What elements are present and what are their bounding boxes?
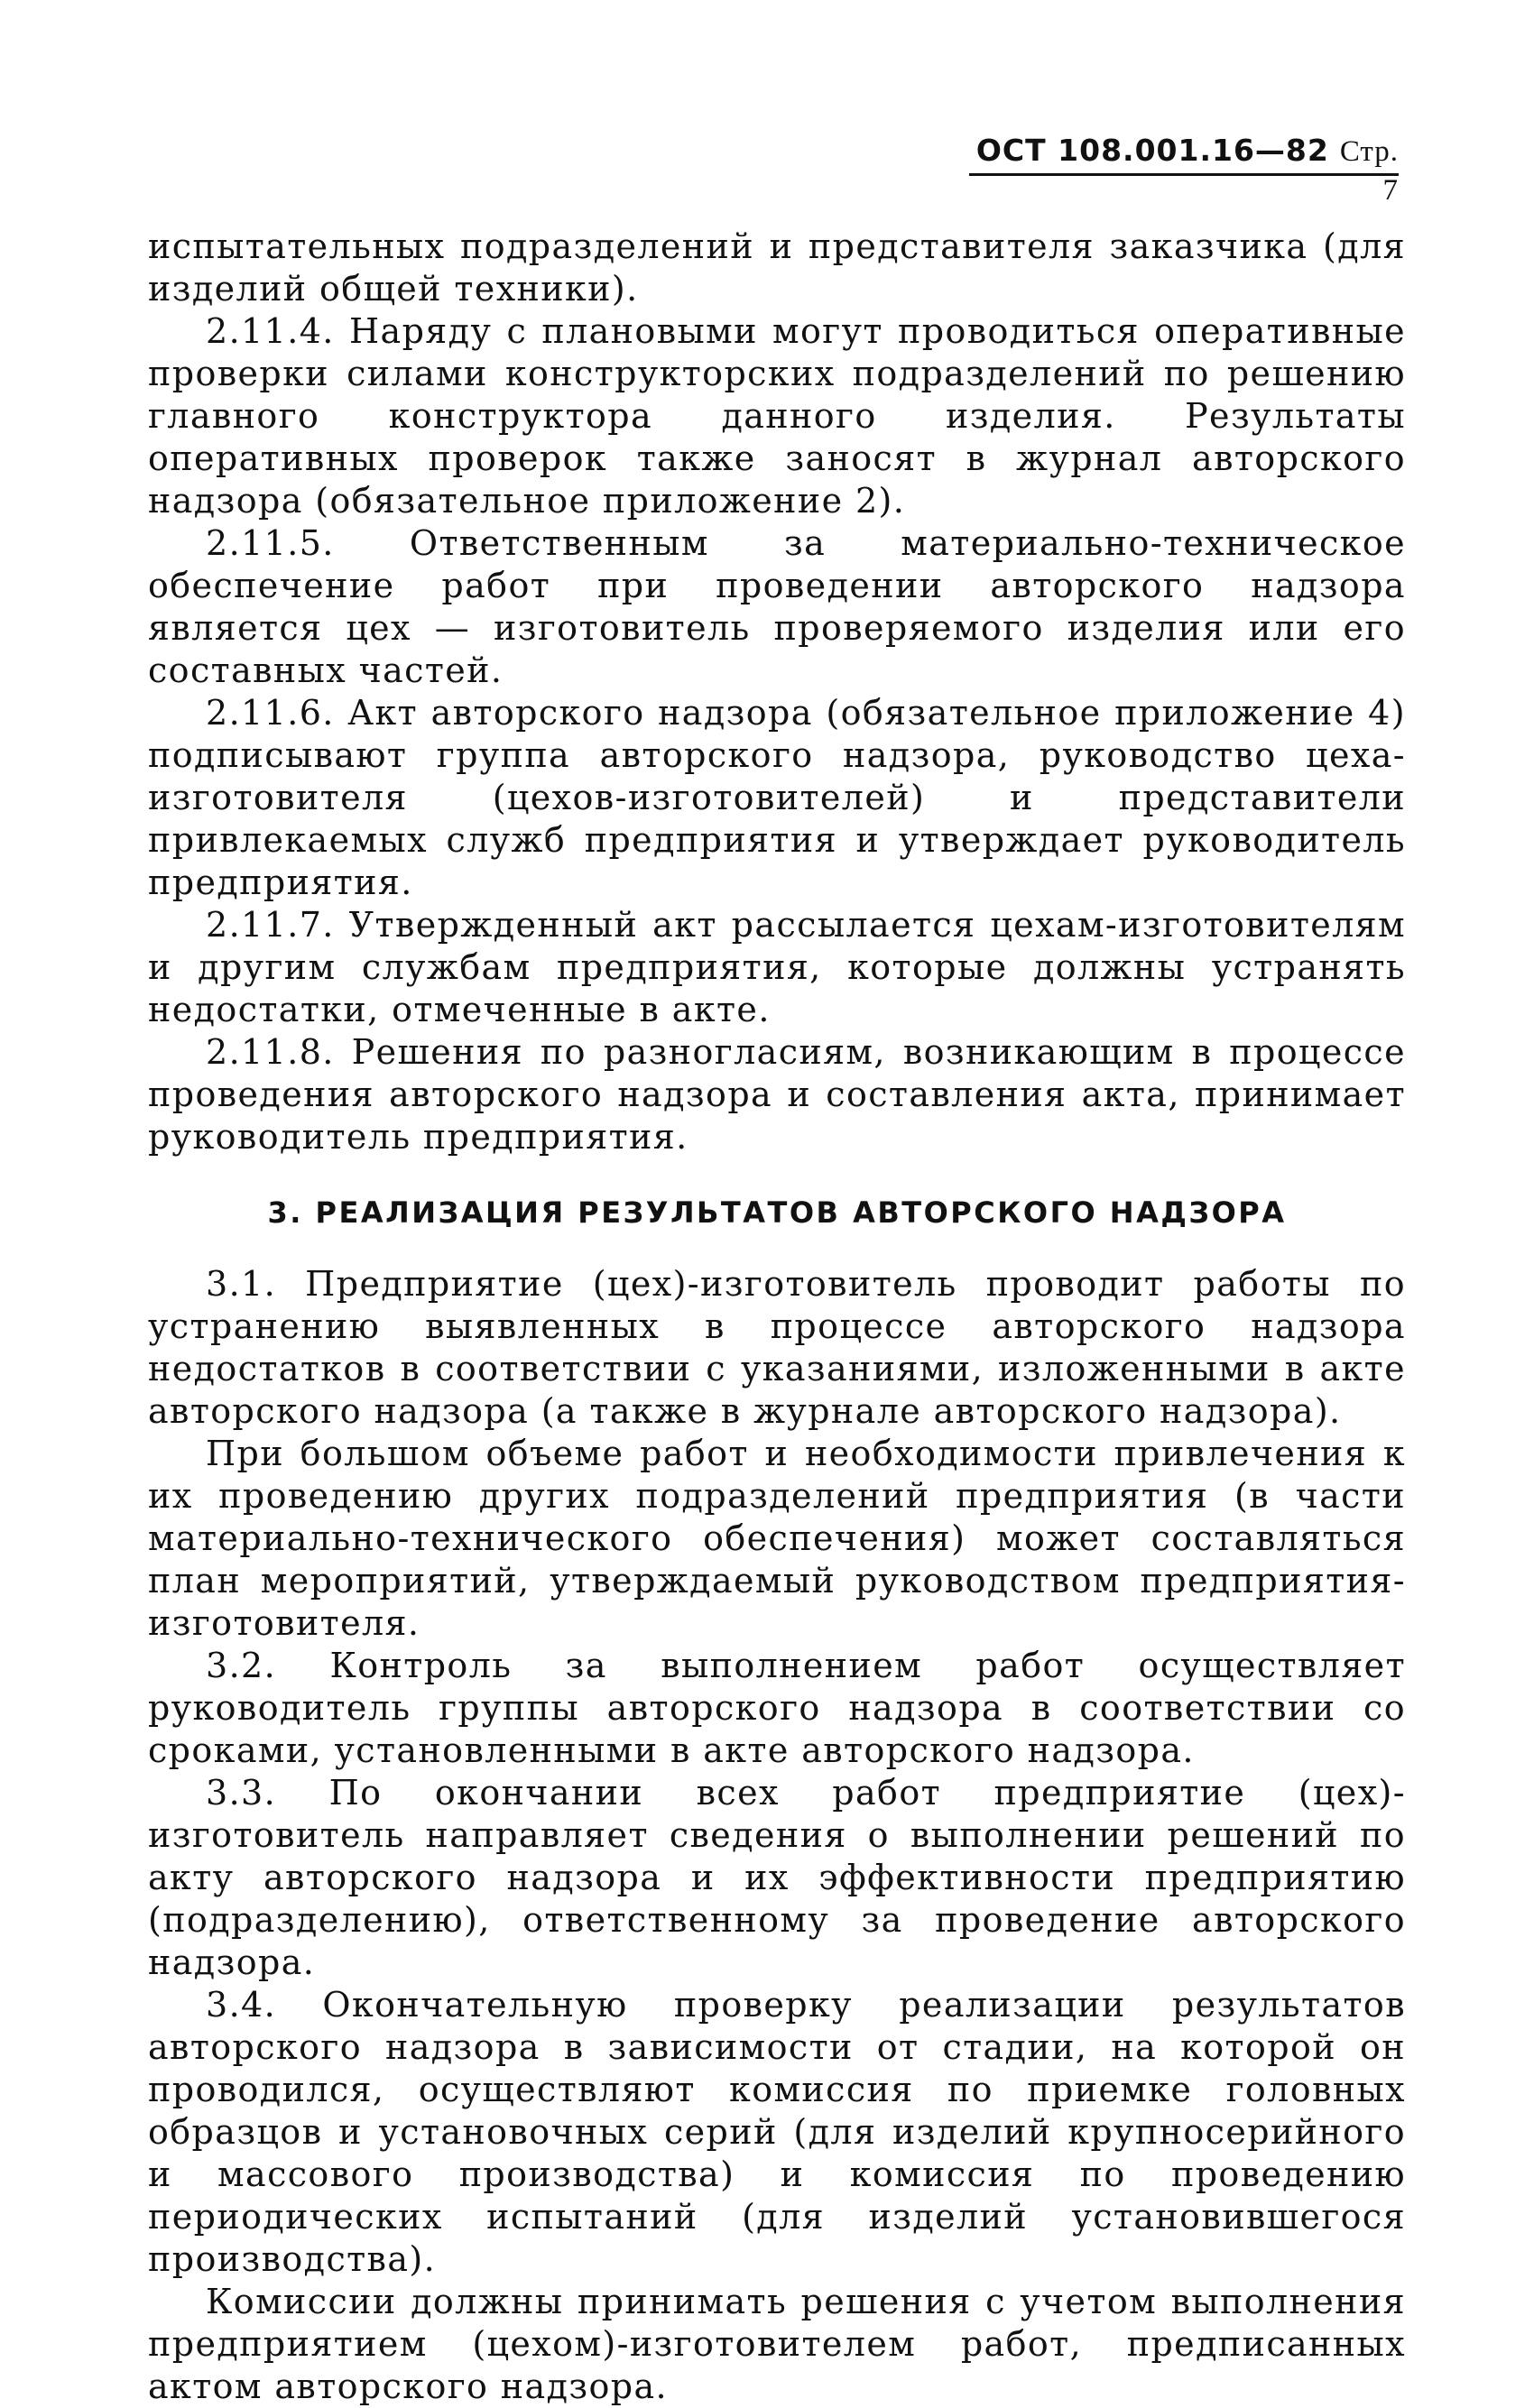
paragraph-2-11-7: 2.11.7. Утвержденный акт рассылается цехам-изготовителям и другим службам предприятия, которые должны устранять недостатки, отмеченные в акте.	[148, 905, 1406, 1029]
paragraph-2-11-4: 2.11.4. Наряду с плановыми могут проводиться оперативные проверки силами конструкторских подразделений по решению главного конструктора данного изделия. Результаты оперативных проверок также заносят в журнал авторского надзора (обязательное приложение 2).	[148, 311, 1406, 521]
paragraph-continuation: испытательных подразделений и представителя заказчика (для изделий общей техники).	[148, 226, 1406, 309]
header-rule	[969, 173, 1399, 176]
paragraph-2-11-8: 2.11.8. Решения по разногласиям, возникающим в процессе проведения авторского надзора и составления акта, принимает руководитель предприятия.	[148, 1032, 1406, 1157]
section-3-title: 3. РЕАЛИЗАЦИЯ РЕЗУЛЬТАТОВ АВТОРСКОГО НАДЗОРА	[267, 1195, 1287, 1230]
paragraph-3-2: 3.2. Контроль за выполнением работ осуществляет руководитель группы авторского надзора в соответствии со сроками, установленными в акте авторского надзора.	[148, 1646, 1406, 1770]
page-header	[966, 132, 1399, 209]
paragraph-2-11-5: 2.11.5. Ответственным за материально-техническое обеспечение работ при проведении авторского надзора является цех — изготовитель проверяемого изделия или его составных частей.	[148, 523, 1406, 690]
paragraph-3-4-continuation: Комиссии должны принимать решения с учетом выполнения предприятием (цехом)-изготовителем работ, предписанных актом авторского надзора.	[148, 2282, 1406, 2406]
paragraph-3-3: 3.3. По окончании всех работ предприятие (цех)-изготовитель направляет сведения о выполнении решений по акту авторского надзора и их эффективности предприятию (подразделению), ответственному за проведение авторского надзора.	[148, 1773, 1406, 1982]
paragraph-3-1: 3.1. Предприятие (цех)-изготовитель проводит работы по устранению выявленных в процессе авторского надзора недостатков в соответствии с указаниями, изложенными в акте авторского надзора (а также в журнале авторского надзора).	[148, 1264, 1406, 1431]
paragraph-2-11-6: 2.11.6. Акт авторского надзора (обязательное приложение 4) подписывают группа авторского надзора, руководство цеха-изготовителя (цехов-изготовителей) и представители привлекаемых служб предприятия и утверждает руководитель предприятия.	[148, 693, 1406, 902]
paragraph-3-4: 3.4. Окончательную проверку реализации результатов авторского надзора в зависимости от стадии, на которой он проводился, осуществляют комиссия по приемке головных образцов и установочных серий (для изделий крупносерийного и массового производства) и комиссия по проведению периодических испытаний (для изделий установившегося производства).	[148, 1985, 1406, 2279]
document-body	[148, 226, 1406, 2408]
page-number: Стр. 7	[1339, 135, 1399, 207]
paragraph-3-1-continuation: При большом объеме работ и необходимости привлечения к их проведению других подразделений предприятия (в части материально-технического обеспечения) может составляться план мероприятий, утверждаемый руководством предприятия-изготовителя.	[148, 1434, 1406, 1643]
standard-code: ОСТ 108.001.16—82	[975, 133, 1329, 168]
